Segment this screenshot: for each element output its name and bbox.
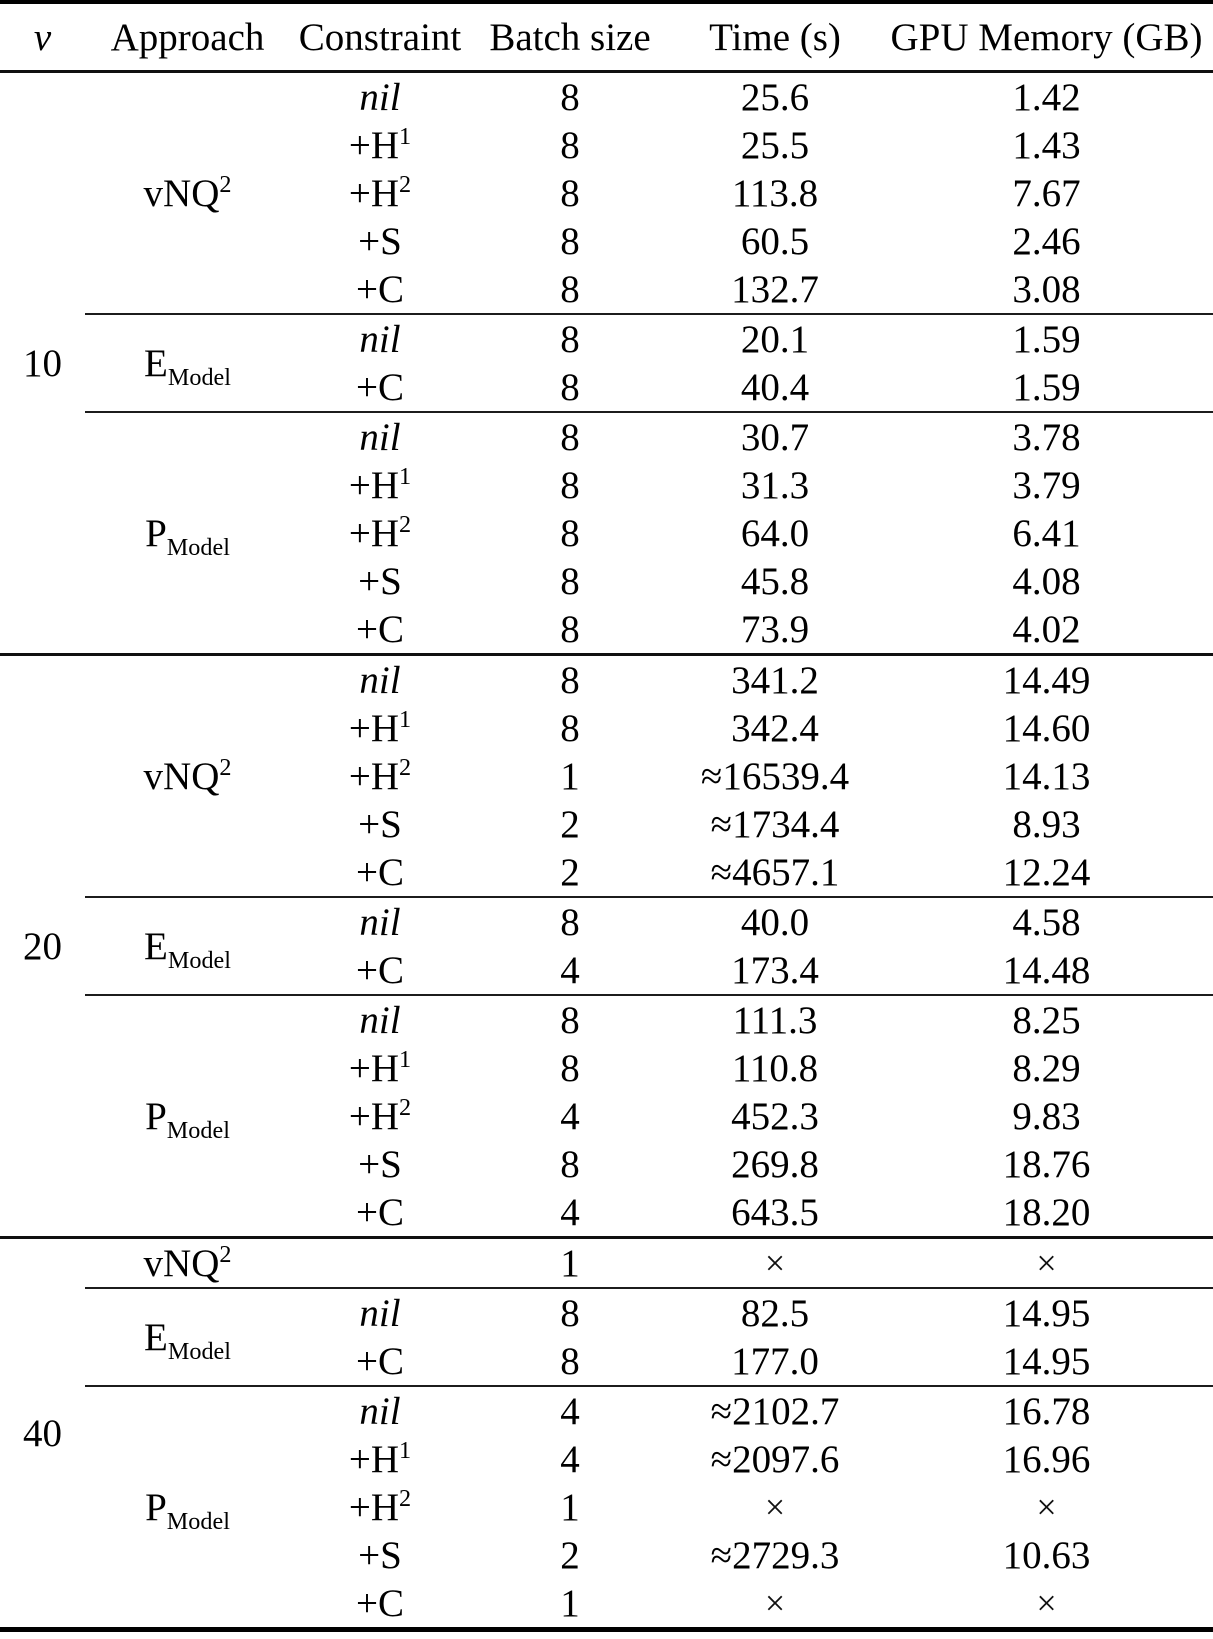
constraint-cell: +S bbox=[358, 559, 402, 603]
col-header-v bbox=[0, 2, 85, 72]
batch-size-cell: 8 bbox=[560, 365, 580, 409]
batch-size-cell: 8 bbox=[560, 123, 580, 167]
table-row bbox=[0, 1386, 1213, 1435]
gpu-memory-cell: × bbox=[1036, 1487, 1057, 1527]
table-row bbox=[0, 655, 1213, 705]
batch-size-cell: 8 bbox=[560, 219, 580, 263]
gpu-memory-cell: 4.02 bbox=[1012, 607, 1081, 651]
time-cell: 30.7 bbox=[670, 412, 880, 461]
time-cell: ≈2729.3 bbox=[710, 1533, 840, 1577]
approach-cell: $P_{Model}$ bbox=[85, 995, 290, 1238]
constraint-cell: +C bbox=[355, 607, 404, 651]
table-row bbox=[0, 897, 1213, 946]
constraint-cell: $+H^1$ bbox=[348, 122, 412, 167]
approach-cell: vNQ$^2$ bbox=[85, 1238, 290, 1289]
time-cell: 25.5 bbox=[740, 123, 810, 167]
batch-size-cell: 8 bbox=[560, 1142, 580, 1186]
batch-size-cell: 2 bbox=[560, 850, 580, 894]
batch-size-cell: 1 bbox=[470, 1238, 670, 1289]
batch-size-cell: 1 bbox=[560, 1485, 580, 1529]
gpu-memory-cell: 3.79 bbox=[1012, 463, 1081, 507]
constraint-cell: +C bbox=[355, 1581, 404, 1625]
gpu-memory-cell: 4.58 bbox=[880, 897, 1213, 946]
gpu-memory-cell: 1.59 bbox=[880, 314, 1213, 363]
batch-size-cell: 8 bbox=[560, 607, 580, 651]
col-header-time: Time (s) bbox=[670, 2, 880, 72]
constraint-cell: $+H^2$ bbox=[348, 1093, 412, 1138]
gpu-memory-cell: 4.08 bbox=[1012, 559, 1081, 603]
time-cell: 31.3 bbox=[740, 463, 810, 507]
time-cell: × bbox=[764, 1487, 786, 1527]
batch-size-cell: 8 bbox=[560, 706, 580, 750]
gpu-memory-cell: 14.60 bbox=[1002, 706, 1091, 750]
constraint-cell: +S bbox=[358, 219, 402, 263]
v-group-cell: 10 bbox=[0, 72, 85, 655]
time-cell: 64.0 bbox=[740, 511, 810, 555]
col-header-gpu-memory: GPU Memory (GB) bbox=[880, 2, 1213, 72]
time-cell: 113.8 bbox=[731, 171, 819, 215]
gpu-memory-cell: 8.93 bbox=[1012, 802, 1081, 846]
v-symbol: v bbox=[33, 15, 52, 59]
gpu-memory-cell: 3.78 bbox=[880, 412, 1213, 461]
table-row bbox=[0, 412, 1213, 461]
constraint-cell: +C bbox=[355, 850, 404, 894]
gpu-memory-cell: 7.67 bbox=[1012, 171, 1081, 215]
table-body bbox=[0, 72, 1213, 1630]
batch-size-cell: 8 bbox=[470, 897, 670, 946]
gpu-memory-cell: 1.42 bbox=[880, 72, 1213, 122]
time-cell: 73.9 bbox=[740, 607, 810, 651]
v-group-cell: 20 bbox=[0, 655, 85, 1238]
constraint-cell: +S bbox=[358, 802, 402, 846]
constraint-cell: +S bbox=[358, 1142, 402, 1186]
batch-size-cell: 8 bbox=[560, 171, 580, 215]
constraint-cell: nil bbox=[290, 72, 470, 122]
batch-size-cell: 1 bbox=[560, 754, 580, 798]
batch-size-cell: 8 bbox=[470, 314, 670, 363]
table-row bbox=[0, 1288, 1213, 1337]
time-cell: ≈4657.1 bbox=[710, 850, 840, 894]
batch-size-cell: 8 bbox=[560, 1046, 580, 1090]
table-row bbox=[0, 995, 1213, 1044]
constraint-cell: nil bbox=[290, 655, 470, 705]
constraint-cell: nil bbox=[290, 412, 470, 461]
batch-size-cell: 8 bbox=[560, 267, 580, 311]
time-cell: × bbox=[670, 1238, 880, 1289]
batch-size-cell: 2 bbox=[560, 802, 580, 846]
constraint-cell: nil bbox=[290, 314, 470, 363]
gpu-memory-cell: 16.78 bbox=[880, 1386, 1213, 1435]
table-row bbox=[0, 314, 1213, 363]
gpu-memory-cell: 9.83 bbox=[1012, 1094, 1081, 1138]
batch-size-cell: 8 bbox=[470, 995, 670, 1044]
gpu-memory-cell: 14.95 bbox=[1002, 1339, 1091, 1383]
gpu-memory-cell: 18.20 bbox=[1002, 1190, 1091, 1234]
gpu-memory-cell: 2.46 bbox=[1012, 219, 1081, 263]
batch-size-cell: 4 bbox=[560, 1094, 580, 1138]
approach-cell: vNQ$^2$ bbox=[85, 655, 290, 898]
time-cell: 60.5 bbox=[740, 219, 810, 263]
approach-cell: $E_{Model}$ bbox=[85, 1288, 290, 1386]
batch-size-cell: 1 bbox=[560, 1581, 580, 1625]
constraint-cell: $+H^1$ bbox=[348, 1436, 412, 1481]
table-row bbox=[0, 72, 1213, 122]
constraint-cell: +C bbox=[355, 365, 404, 409]
time-cell: 643.5 bbox=[731, 1190, 819, 1234]
time-cell: 132.7 bbox=[731, 267, 819, 311]
v-group-cell: 40 bbox=[0, 1238, 85, 1630]
batch-size-cell: 8 bbox=[560, 1339, 580, 1383]
col-header-batch-size: Batch size bbox=[470, 2, 670, 72]
col-header-approach: Approach bbox=[85, 2, 290, 72]
constraint-cell: $+H^1$ bbox=[348, 705, 412, 750]
constraint-cell: nil bbox=[290, 1386, 470, 1435]
batch-size-cell: 8 bbox=[470, 412, 670, 461]
constraint-cell: +C bbox=[355, 1339, 404, 1383]
gpu-memory-cell: 1.43 bbox=[1012, 123, 1081, 167]
approach-cell: $P_{Model}$ bbox=[85, 1386, 290, 1630]
time-cell: ≈2102.7 bbox=[670, 1386, 880, 1435]
constraint-cell: nil bbox=[290, 897, 470, 946]
time-cell: 20.1 bbox=[670, 314, 880, 363]
gpu-memory-cell: 3.08 bbox=[1012, 267, 1081, 311]
gpu-memory-cell: × bbox=[880, 1238, 1213, 1289]
constraint-cell bbox=[290, 1238, 470, 1289]
approach-cell: $E_{Model}$ bbox=[85, 897, 290, 995]
time-cell: 40.0 bbox=[670, 897, 880, 946]
batch-size-cell: 8 bbox=[470, 1288, 670, 1337]
time-cell: 45.8 bbox=[740, 559, 810, 603]
approach-cell: $E_{Model}$ bbox=[85, 314, 290, 412]
batch-size-cell: 8 bbox=[470, 72, 670, 122]
gpu-memory-cell: 10.63 bbox=[1002, 1533, 1091, 1577]
time-cell: ≈2097.6 bbox=[710, 1437, 840, 1481]
constraint-cell: +C bbox=[355, 948, 404, 992]
batch-size-cell: 4 bbox=[560, 1190, 580, 1234]
time-cell: ≈16539.4 bbox=[700, 754, 850, 798]
table-row bbox=[0, 1238, 1213, 1289]
gpu-memory-cell: 14.48 bbox=[1002, 948, 1091, 992]
gpu-memory-cell: 18.76 bbox=[1002, 1142, 1091, 1186]
approach-cell: $P_{Model}$ bbox=[85, 412, 290, 655]
batch-size-cell: 8 bbox=[560, 463, 580, 507]
constraint-cell: +C bbox=[355, 1190, 404, 1234]
gpu-memory-cell: 14.95 bbox=[880, 1288, 1213, 1337]
gpu-memory-cell: 8.25 bbox=[880, 995, 1213, 1044]
constraint-cell: $+H^2$ bbox=[348, 510, 412, 555]
time-cell: × bbox=[764, 1583, 786, 1623]
header-row bbox=[0, 2, 1213, 72]
gpu-memory-cell: 6.41 bbox=[1012, 511, 1081, 555]
batch-size-cell: 4 bbox=[470, 1386, 670, 1435]
constraint-cell: +C bbox=[355, 267, 404, 311]
gpu-memory-cell: × bbox=[1036, 1583, 1057, 1623]
time-cell: 40.4 bbox=[740, 365, 810, 409]
time-cell: 341.2 bbox=[670, 655, 880, 705]
constraint-cell: $+H^1$ bbox=[348, 1045, 412, 1090]
constraint-cell: $+H^2$ bbox=[348, 753, 412, 798]
time-cell: 342.4 bbox=[731, 706, 819, 750]
gpu-memory-cell: 14.13 bbox=[1002, 754, 1091, 798]
time-cell: 82.5 bbox=[670, 1288, 880, 1337]
gpu-memory-cell: 1.59 bbox=[1012, 365, 1081, 409]
batch-size-cell: 8 bbox=[560, 511, 580, 555]
batch-size-cell: 4 bbox=[560, 1437, 580, 1481]
batch-size-cell: 2 bbox=[560, 1533, 580, 1577]
gpu-memory-cell: 12.24 bbox=[1002, 850, 1091, 894]
constraint-cell: $+H^1$ bbox=[348, 462, 412, 507]
constraint-cell: $+H^2$ bbox=[348, 170, 412, 215]
gpu-memory-cell: 14.49 bbox=[880, 655, 1213, 705]
batch-size-cell: 8 bbox=[560, 559, 580, 603]
constraint-cell: nil bbox=[290, 995, 470, 1044]
time-cell: 452.3 bbox=[731, 1094, 819, 1138]
time-cell: 110.8 bbox=[731, 1046, 819, 1090]
time-cell: 177.0 bbox=[731, 1339, 819, 1383]
time-cell: 25.6 bbox=[670, 72, 880, 122]
gpu-memory-cell: 16.96 bbox=[1002, 1437, 1091, 1481]
batch-size-cell: 8 bbox=[470, 655, 670, 705]
time-cell: 269.8 bbox=[731, 1142, 819, 1186]
col-header-constraint: Constraint bbox=[290, 2, 470, 72]
gpu-memory-cell: 8.29 bbox=[1012, 1046, 1081, 1090]
constraint-cell: +S bbox=[358, 1533, 402, 1577]
time-cell: ≈1734.4 bbox=[710, 802, 840, 846]
batch-size-cell: 4 bbox=[560, 948, 580, 992]
time-cell: 173.4 bbox=[731, 948, 819, 992]
constraint-cell: nil bbox=[290, 1288, 470, 1337]
constraint-cell: $+H^2$ bbox=[348, 1484, 412, 1529]
approach-cell: vNQ$^2$ bbox=[85, 72, 290, 315]
time-cell: 111.3 bbox=[670, 995, 880, 1044]
